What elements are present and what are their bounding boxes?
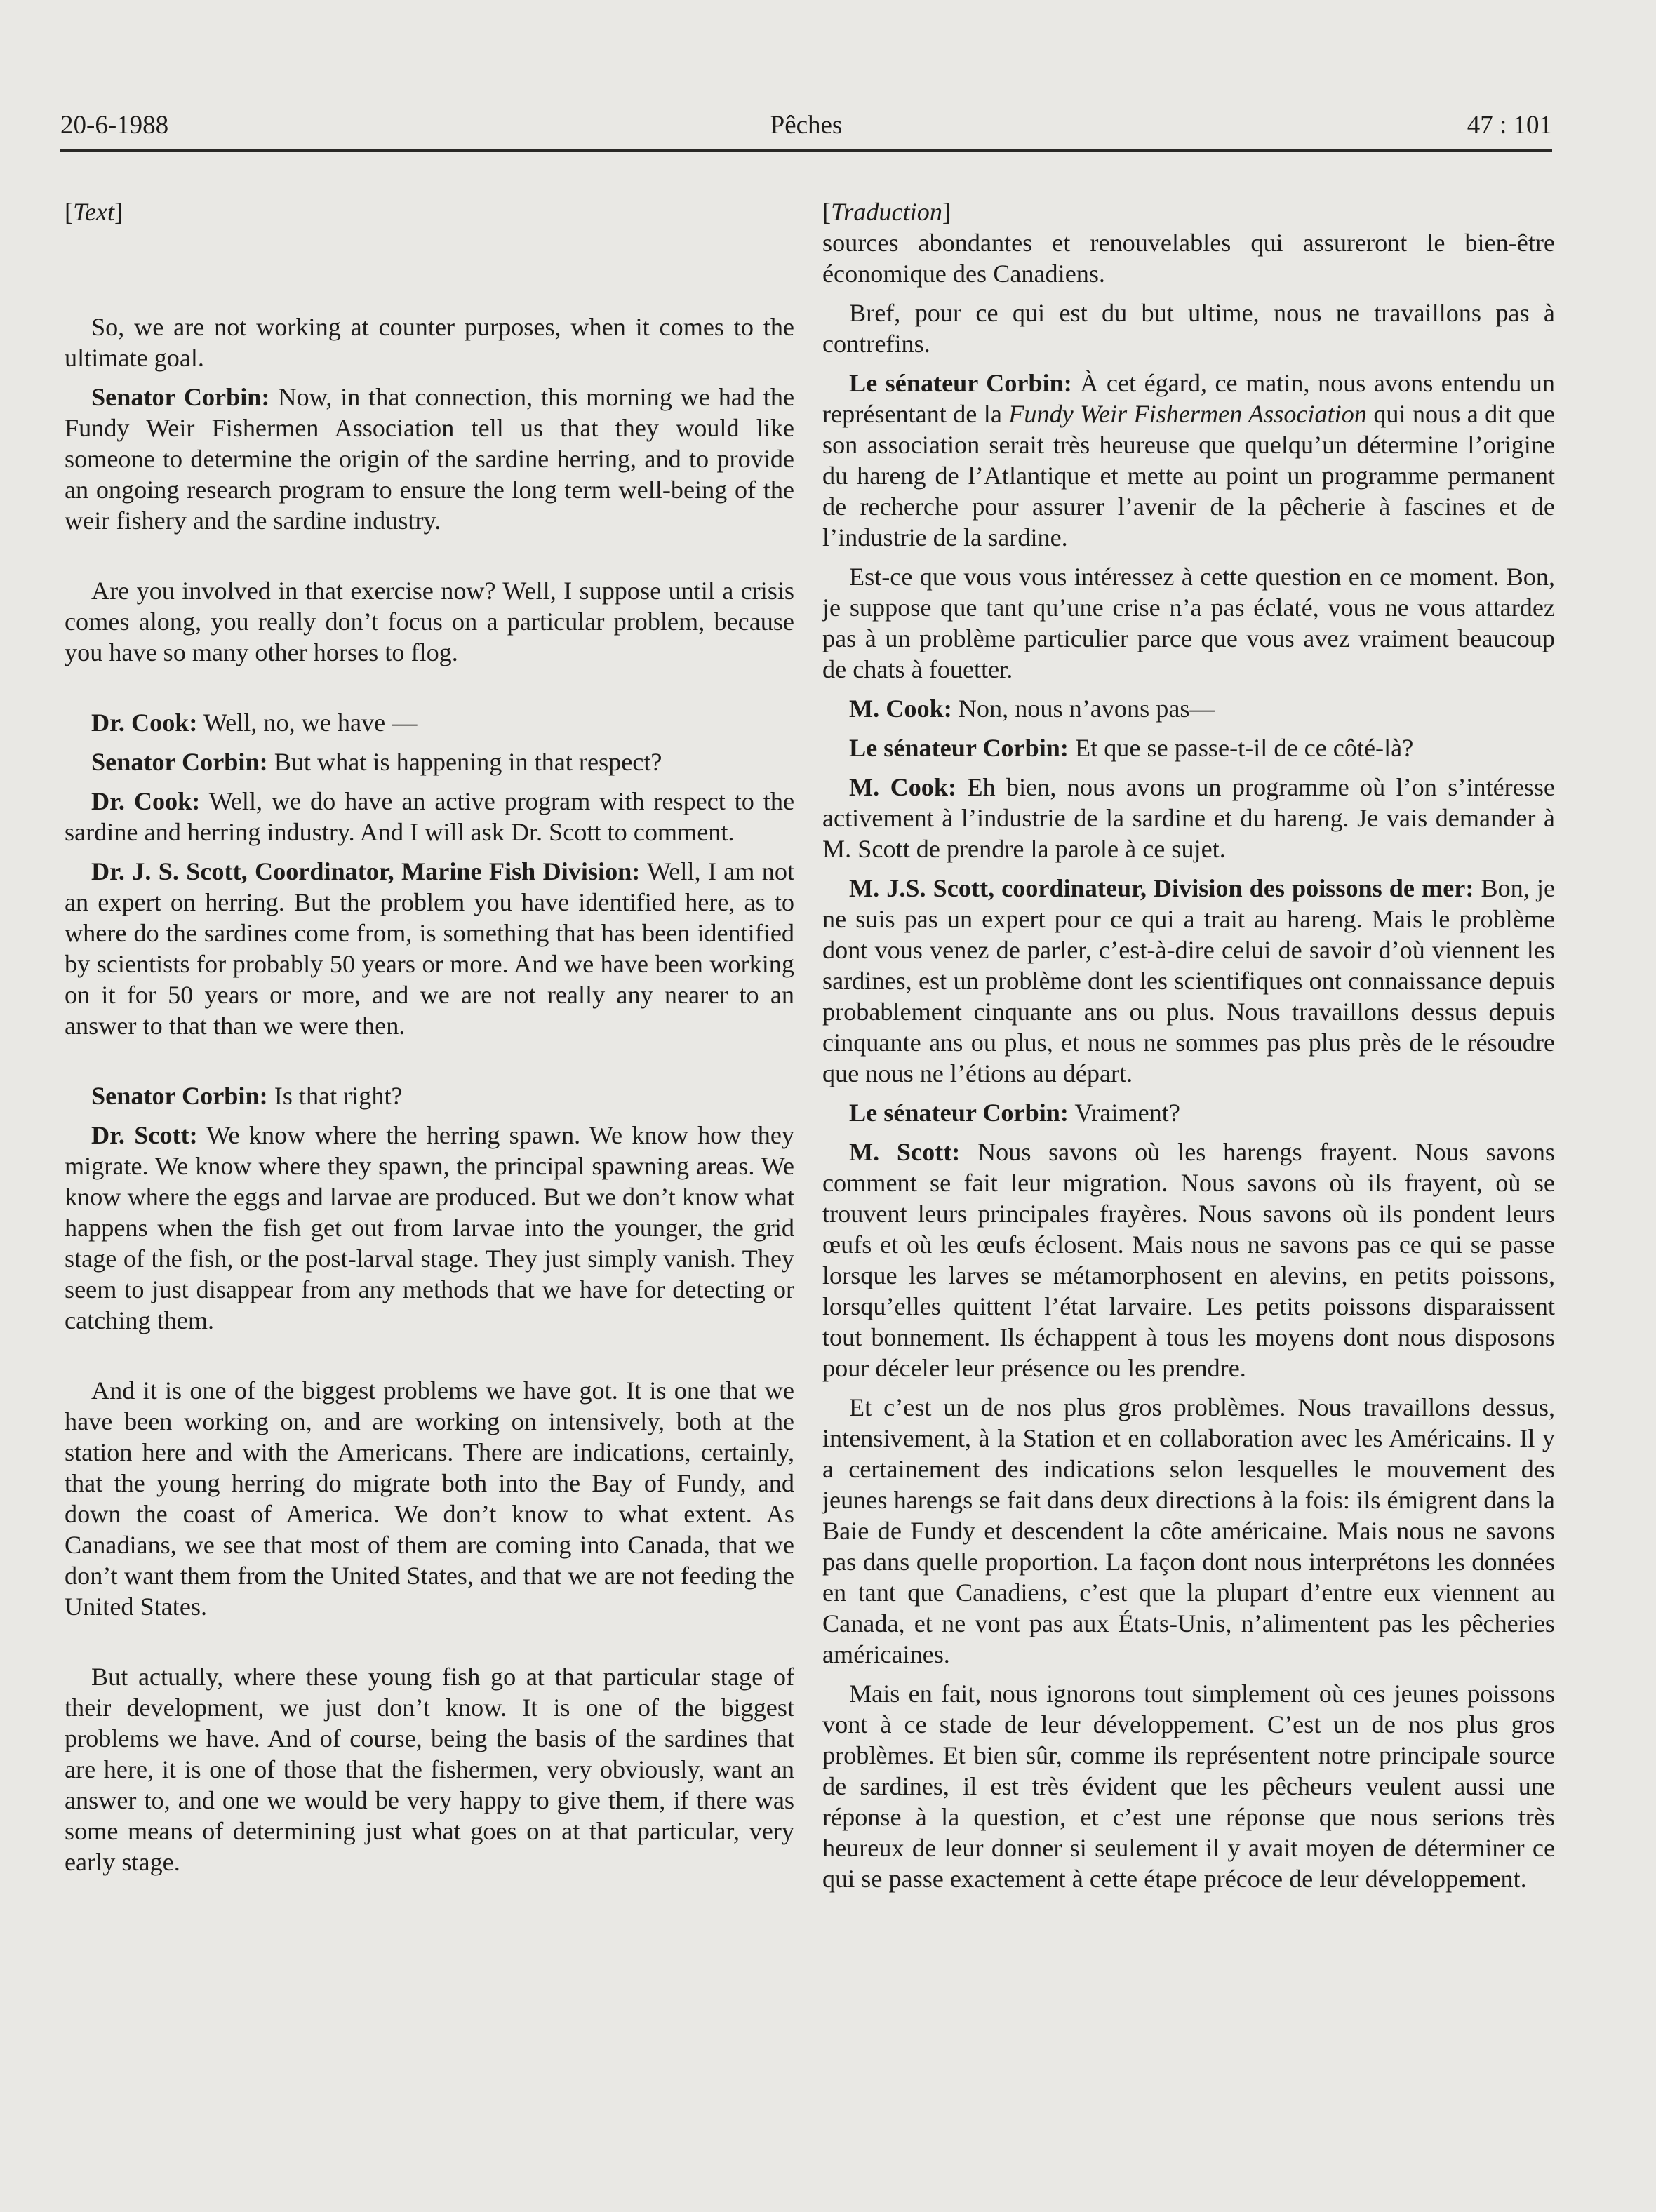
paragraph: sources abondantes et renouvelables qui assureront le bien-être économique des Canadiens. [822,229,1555,288]
paragraph: Le sénateur Corbin: Et que se passe-t-il de ce côté-là? [849,734,1414,762]
language-tag-text: [Text] [65,198,123,226]
association-name: Fundy Weir Fishermen Association [1008,400,1367,428]
speaker-name: Dr. Scott: [91,1121,198,1149]
paragraph: Le sénateur Corbin: À cet égard, ce matin, nous avons entendu un représentant de la Fundy Weir Fishermen Association qui nous a dit que son association serait très heureuse que quelqu’un détermine l’origine du hareng de l’Atlantique et mette au point un programme permanent de recherche pour assurer l’avenir de la pêcherie à fascines et de l’industrie de la sardine. [822,369,1556,551]
paragraph: M. J.S. Scott, coordinateur, Division des poissons de mer: Bon, je ne suis pas un expert pour ce qui a trait au hareng. Mais le problème dont vous venez de parler, c’est-à-dire celui de savoir d’où viennent les sardines, est un problème dont les scientifiques ont connaissance depuis probablement cinquante ans ou plus. Nous travaillons dessus depuis cinquante ans ou plus, et nous ne sommes pas plus près de le résoudre que nous ne l’étions au départ. [822,874,1555,1087]
paragraph: Senator Corbin: Now, in that connection, this morning we had the Fundy Weir Fishermen Association tell us that they would like someone to determine the origin of the sardine herring, and to provide an ongoing research program to ensure the long term well-being of the weir fishery and the sardine industry. [65,383,795,535]
paragraph: So, we are not working at counter purposes, when it comes to the ultimate goal. [65,313,794,372]
paragraph: M. Cook: Eh bien, nous avons un programme où l’on s’intéresse activement à l’industrie de la sardine et du hareng. Je vais demander à M. Scott de prendre la parole à ce sujet. [822,773,1555,863]
paragraph: Et c’est un de nos plus gros problèmes. Nous travaillons dessus, intensivement, à la Station et en collaboration avec les Américains. Il y a certainement des indications selon lesquelles le mouvement des jeunes harengs se fait dans deux directions à la fois: ils émigrent dans la Baie de Fundy et descendent la côte américaine. Mais nous ne savons pas dans quelle proportion. La façon dont nous interprétons les données en tant que Canadiens, c’est que la plupart d’entre eux viennent au Canada, et ne vont pas aux États-Unis, n’alimentent pas les pêcheries américaines. [822,1393,1555,1668]
paragraph: Senator Corbin: But what is happening in that respect? [91,748,662,776]
language-tag-traduction: [Traduction] [822,198,951,226]
speaker-name: Senator Corbin: [91,1082,268,1110]
paragraph: Mais en fait, nous ignorons tout simplement où ces jeunes poissons vont à ce stade de leur développement. C’est un de nos plus gros problèmes. Et bien sûr, comme ils représentent notre principale source de sardines, il est très évident que les pêcheurs veulent aussi une réponse à la question, et c’est une réponse que nous serions très heureux de leur donner si seulement il y avait moyen de déterminer ce qui se passe exactement à cette étape précoce de leur développement. [822,1680,1555,1893]
speaker-name: M. J.S. Scott, coordinateur, Division des poissons de mer: [849,874,1474,902]
header-date: 20-6-1988 [60,111,169,140]
paragraph: Bref, pour ce qui est du but ultime, nous ne travaillons pas à contrefins. [822,299,1555,358]
paragraph: Dr. Cook: Well, we do have an active program with respect to the sardine and herring industry. And I will ask Dr. Scott to comment. [65,787,795,846]
paragraph: Le sénateur Corbin: Vraiment? [849,1099,1180,1127]
paragraph: Dr. Cook: Well, no, we have — [91,709,418,737]
paragraph: Are you involved in that exercise now? Well, I suppose until a crisis comes along, you really don’t focus on a particular problem, because you have so many other horses to flog. [65,577,794,666]
paragraph: M. Scott: Nous savons où les harengs frayent. Nous savons comment se fait leur migration. Nous savons où ils frayent, où se trouvent leurs principales frayères. Nous savons où ils pondent leurs œufs et où les œufs éclosent. Mais nous ne savons pas ce qui se passe lorsque les larves se métamorphosent en alevins, en petits poissons, lorsqu’elles quittent l’état larvaire. Les petits poissons disparaissent tout bonnement. Ils échappent à tous les moyens dont nous disposons pour déceler leur présence ou les prendre. [822,1138,1556,1382]
header-rule [60,149,1552,152]
paragraph: M. Cook: Non, nous n’avons pas— [849,695,1215,723]
speaker-name: Dr. J. S. Scott, Coordinator, Marine Fish Division: [91,857,641,885]
paragraph: Dr. J. S. Scott, Coordinator, Marine Fish Division: Well, I am not an expert on herring. But the problem you have identified here, as to where do the sardines come from, is something that has been identified by scientists for probably 50 years or more. And we have been working on it for 50 years or more, and we are not really any nearer to an answer to that than we were then. [65,857,794,1040]
paragraph: And it is one of the biggest problems we have got. It is one that we have been working on, and are working on intensively, both at the station here and with the Americans. There are indications, certainly, that the young herring do migrate both into the Bay of Fundy, and down the coast of America. We don’t know to what extent. As Canadians, we see that most of them are coming into Canada, that we don’t want them from the United States, and that we are not feeding the United States. [65,1376,794,1621]
running-header [60,105,1552,147]
header-page-number: 47 : 101 [1467,111,1552,140]
speaker-name: Le sénateur Corbin: [849,734,1069,762]
speaker-name: M. Cook: [849,773,957,801]
speaker-name: Le sénateur Corbin: [849,369,1072,397]
french-column [822,196,1555,1903]
speaker-name: Dr. Cook: [91,709,198,737]
english-column [65,196,794,1886]
speaker-name: Senator Corbin: [91,748,268,776]
paragraph: Dr. Scott: We know where the herring spawn. We know how they migrate. We know where they spawn, the principal spawning areas. We know where the eggs and larvae are produced. But we don’t know what happens when the fish get out from larvae into the younger, the grid stage of the fish, or the post-larval stage. They just simply vanish. They seem to just disappear from any methods that we have for detecting or catching them. [65,1121,795,1334]
header-title: Pêches [770,111,843,140]
paragraph: Est-ce que vous vous intéressez à cette question en ce moment. Bon, je suppose que tant qu’une crise n’a pas éclaté, vous ne vous attardez pas à un problème particulier parce que vous avez vraiment beaucoup de chats à fouetter. [822,563,1555,683]
paragraph: Senator Corbin: Is that right? [91,1082,403,1110]
speaker-name: M. Cook: [849,695,952,723]
speaker-name: Le sénateur Corbin: [849,1099,1069,1127]
speaker-name: Senator Corbin: [91,383,270,411]
speaker-name: M. Scott: [849,1138,961,1166]
speaker-name: Dr. Cook: [91,787,201,815]
paragraph: But actually, where these young fish go at that particular stage of their development, we just don’t know. It is one of the biggest problems we have. And of course, being the basis of the sardines that are here, it is one of those that the fishermen, very obviously, want an answer to, and one we would be very happy to give them, if there was some means of determining just what goes on at that particular, very early stage. [65,1663,794,1876]
